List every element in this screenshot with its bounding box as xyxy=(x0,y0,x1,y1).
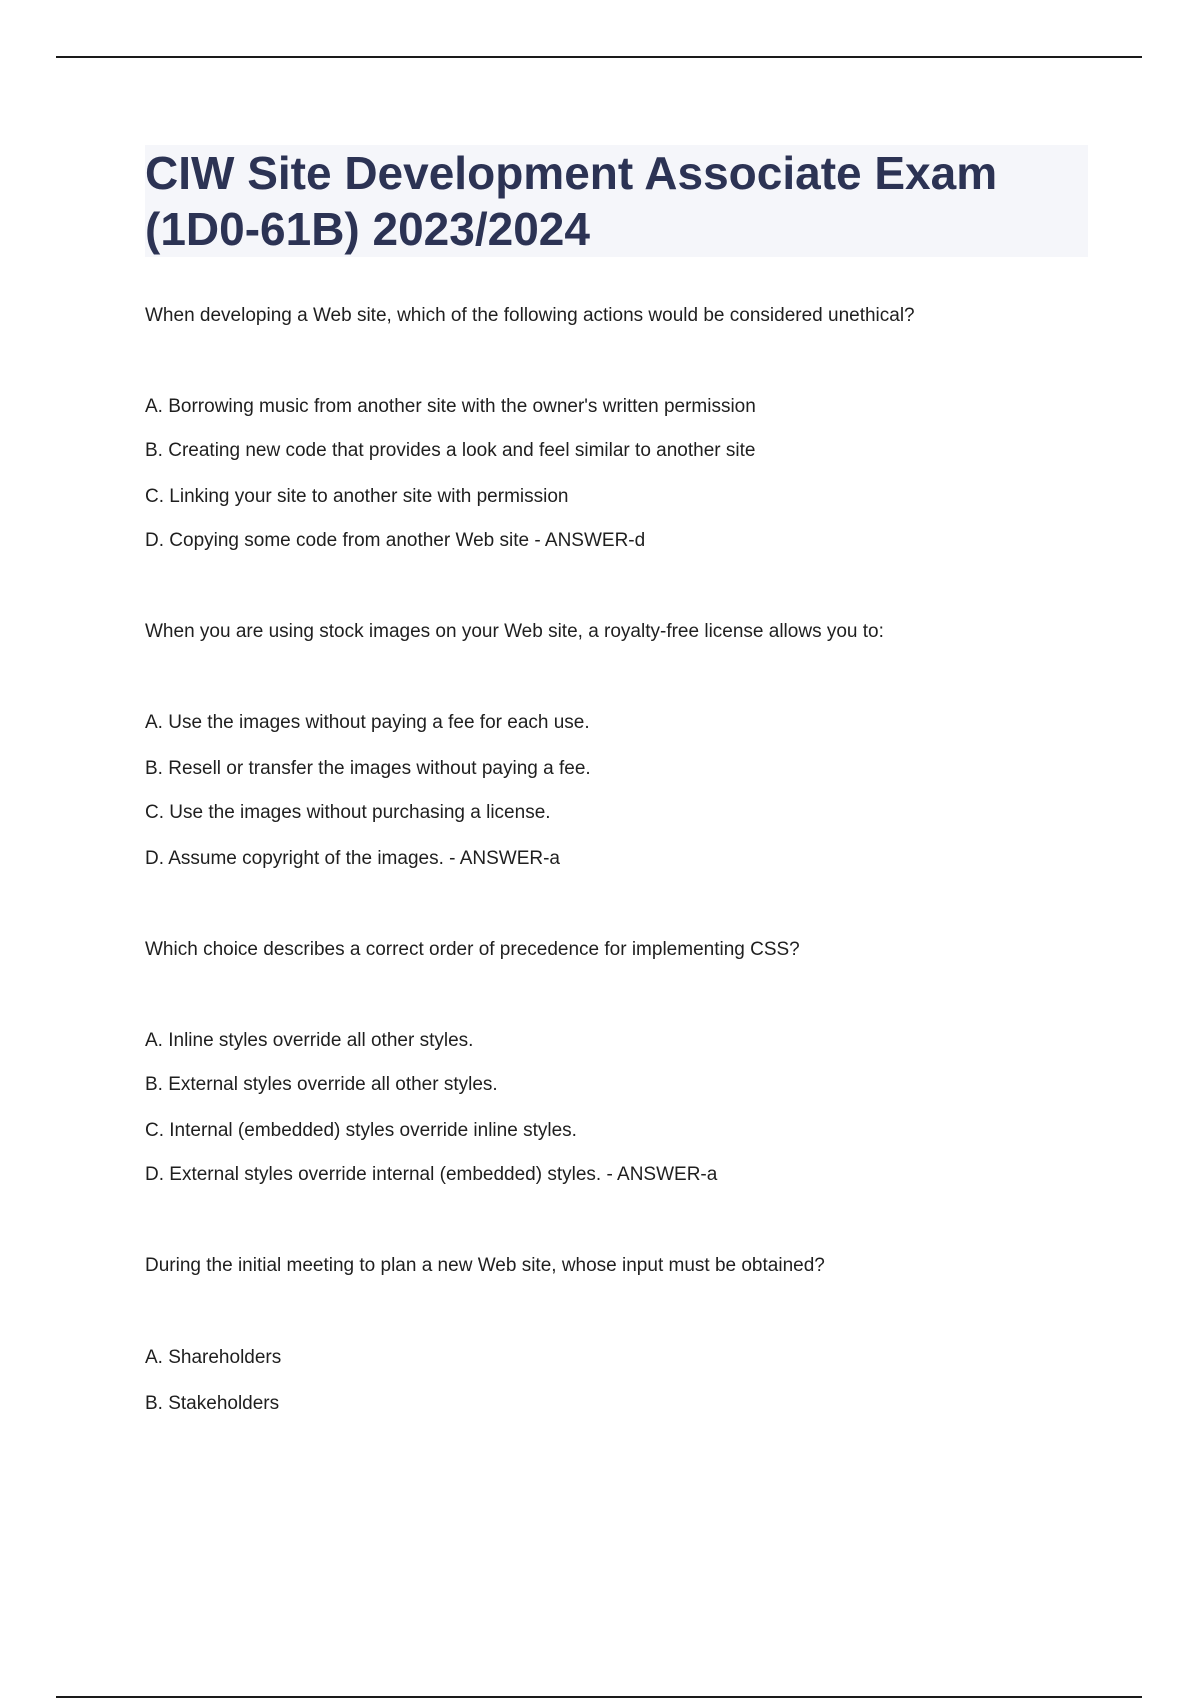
question-2-option-c: C. Use the images without purchasing a license. xyxy=(145,802,551,823)
question-4-prompt: During the initial meeting to plan a new Web site, whose input must be obtained? xyxy=(145,1255,825,1276)
question-4-option-b: B. Stakeholders xyxy=(145,1393,280,1414)
page-title: CIW Site Development Associate Exam (1D0-61B) 2023/2024 xyxy=(145,147,998,255)
bottom-divider xyxy=(56,1696,1142,1698)
question-1-prompt: When developing a Web site, which of the following actions would be considered unethical? xyxy=(145,305,915,326)
question-3-option-d: D. External styles override internal (embedded) styles. - ANSWER-a xyxy=(145,1164,718,1185)
question-3-option-a: A. Inline styles override all other styles. xyxy=(145,1030,474,1051)
question-1-option-c: C. Linking your site to another site with permission xyxy=(145,486,569,507)
title-banner xyxy=(145,145,1088,257)
question-1-option-d: D. Copying some code from another Web site - ANSWER-d xyxy=(145,530,646,551)
question-2-option-d: D. Assume copyright of the images. - ANSWER-a xyxy=(145,848,560,869)
question-3-prompt: Which choice describes a correct order of precedence for implementing CSS? xyxy=(145,939,800,960)
question-2-option-a: A. Use the images without paying a fee for each use. xyxy=(145,712,590,733)
question-1-option-a: A. Borrowing music from another site with the owner's written permission xyxy=(145,396,756,417)
question-1-option-b: B. Creating new code that provides a look and feel similar to another site xyxy=(145,440,756,461)
question-4-option-a: A. Shareholders xyxy=(145,1347,282,1368)
question-2-option-b: B. Resell or transfer the images without paying a fee. xyxy=(145,758,591,779)
question-3-option-b: B. External styles override all other styles. xyxy=(145,1074,498,1095)
question-2-prompt: When you are using stock images on your Web site, a royalty-free license allows you to: xyxy=(145,621,884,642)
top-divider xyxy=(56,56,1142,58)
question-3-option-c: C. Internal (embedded) styles override inline styles. xyxy=(145,1120,577,1141)
